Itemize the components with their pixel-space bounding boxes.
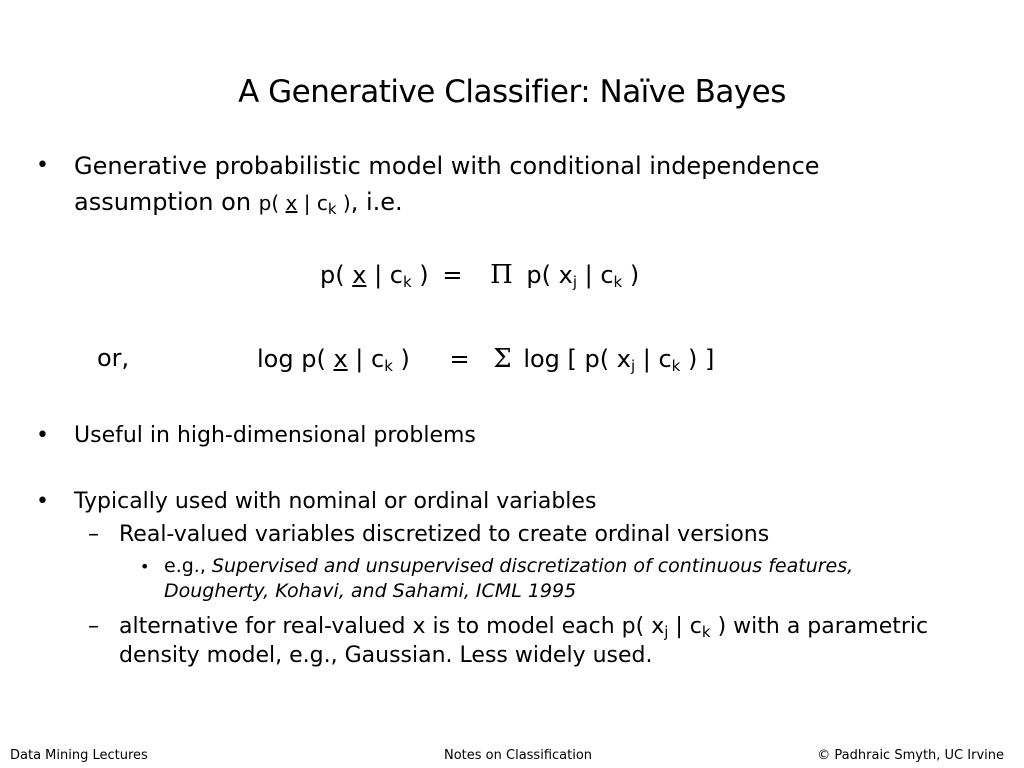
bullet-marker: •: [36, 153, 49, 178]
footer-left: Data Mining Lectures: [10, 748, 148, 763]
product-symbol: Π: [490, 260, 513, 290]
bullet-text-line1: Generative probabilistic model with conditional independence: [74, 152, 820, 180]
bullet-text: Useful in high-dimensional problems: [74, 423, 476, 448]
footer-right: © Padhraic Smyth, UC Irvine: [817, 748, 1004, 763]
equation-log-sum: log p( x | $c_k$ ) = Σ log [ p( $x_j$ | $c_k$ ) ]: [257, 344, 715, 375]
bullet-marker: •: [36, 423, 49, 448]
subbullet-text: Real-valued variables discretized to create ordinal versions: [119, 522, 770, 547]
subbullet-text-line1: alternative for real-valued x is to model each p( $x_j$ | $c_k$ ) with a parametric: [119, 614, 929, 641]
citation-line2: Dougherty, Kohavi, and Sahami, ICML 1995: [164, 580, 577, 602]
inline-math-pxck: p( x | $c_k$ ): [258, 191, 351, 218]
equation-or-label: or,: [97, 344, 130, 372]
subbullet-text-line2: density model, e.g., Gaussian. Less widely used.: [119, 643, 653, 668]
bullet-marker: •: [140, 557, 150, 576]
bullet-marker: •: [36, 489, 49, 514]
citation-line1: e.g., Supervised and unsupervised discretization of continuous features,: [164, 555, 854, 577]
dash-marker: –: [88, 614, 99, 639]
slide-title: A Generative Classifier: Naïve Bayes: [238, 74, 786, 110]
bullet-text-line2: assumption on p( x | $c_k$ ), i.e.: [74, 188, 403, 218]
sum-symbol: Σ: [493, 344, 512, 374]
footer-center: Notes on Classification: [444, 748, 593, 763]
equation-product: p( x | $c_k$ ) = Π p( $x_j$ | $c_k$ ): [320, 260, 640, 291]
dash-marker: –: [88, 522, 99, 547]
bullet-text: Typically used with nominal or ordinal variables: [74, 489, 597, 514]
